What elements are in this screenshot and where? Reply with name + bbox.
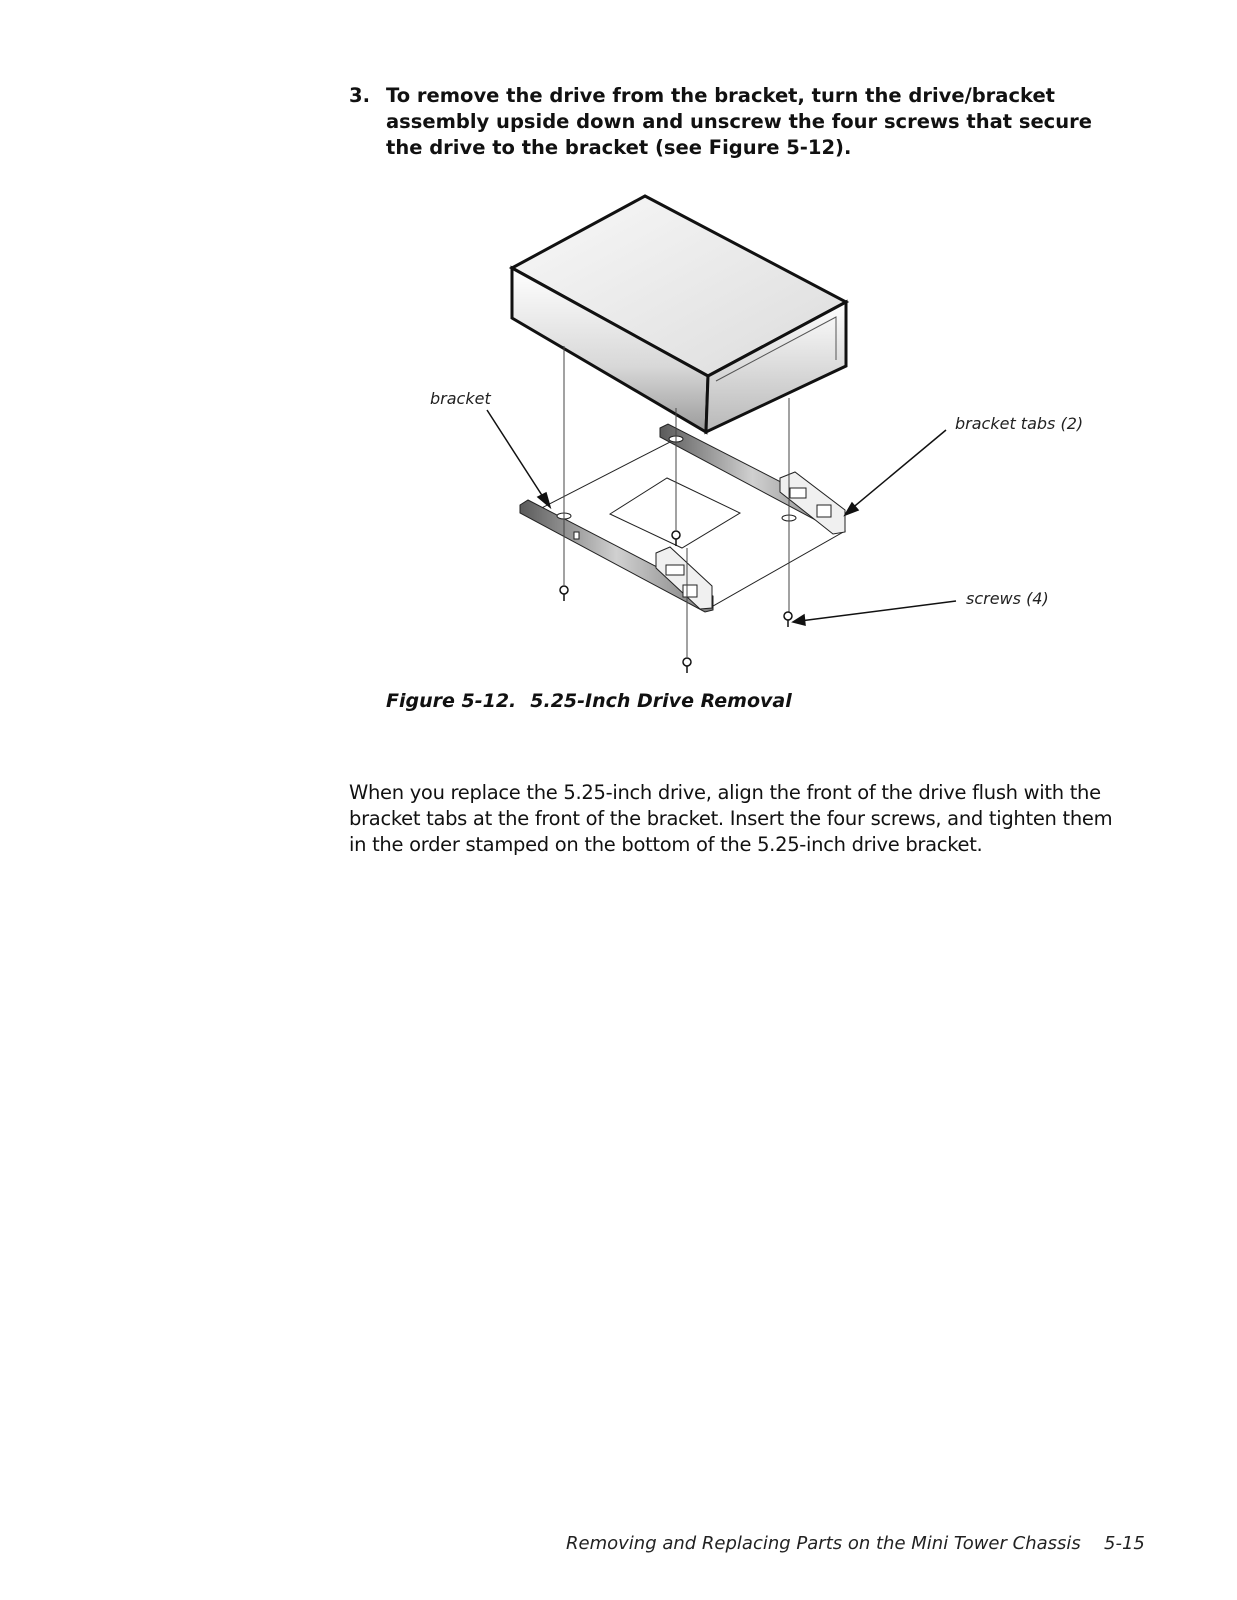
footer-chapter-title: Removing and Replacing Parts on the Mini Tower Chassis bbox=[566, 1533, 1081, 1554]
figure-caption bbox=[386, 690, 792, 712]
callout-screws: screws (4) bbox=[966, 589, 1049, 608]
bracket bbox=[520, 424, 845, 612]
figure-caption-number: Figure 5-12. bbox=[386, 690, 517, 712]
figure-caption-title: 5.25-Inch Drive Removal bbox=[530, 690, 792, 712]
screw-3 bbox=[784, 612, 792, 627]
drive-bracket-illustration bbox=[380, 185, 1100, 685]
drive bbox=[512, 196, 846, 432]
footer-page-number: 5-15 bbox=[1104, 1533, 1145, 1554]
drive-removal-figure bbox=[380, 185, 1100, 685]
step-instruction: To remove the drive from the bracket, turn the drive/bracket assembly upside down and unscrew the four screws that secure the drive to the bracket (see Figure 5-12). bbox=[386, 84, 1092, 159]
screw-4 bbox=[683, 658, 691, 673]
callout-bracket: bracket bbox=[430, 389, 491, 408]
step-number: 3. bbox=[349, 84, 370, 107]
screw-1 bbox=[560, 586, 568, 601]
callout-bracket-tabs: bracket tabs (2) bbox=[955, 414, 1084, 433]
body-paragraph: When you replace the 5.25-inch drive, align the front of the drive flush with the bracket tabs at the front of the bracket. Insert the four screws, and tighten them in the order stamped on the bottom of the 5.25-inch drive bracket. bbox=[349, 780, 1113, 856]
